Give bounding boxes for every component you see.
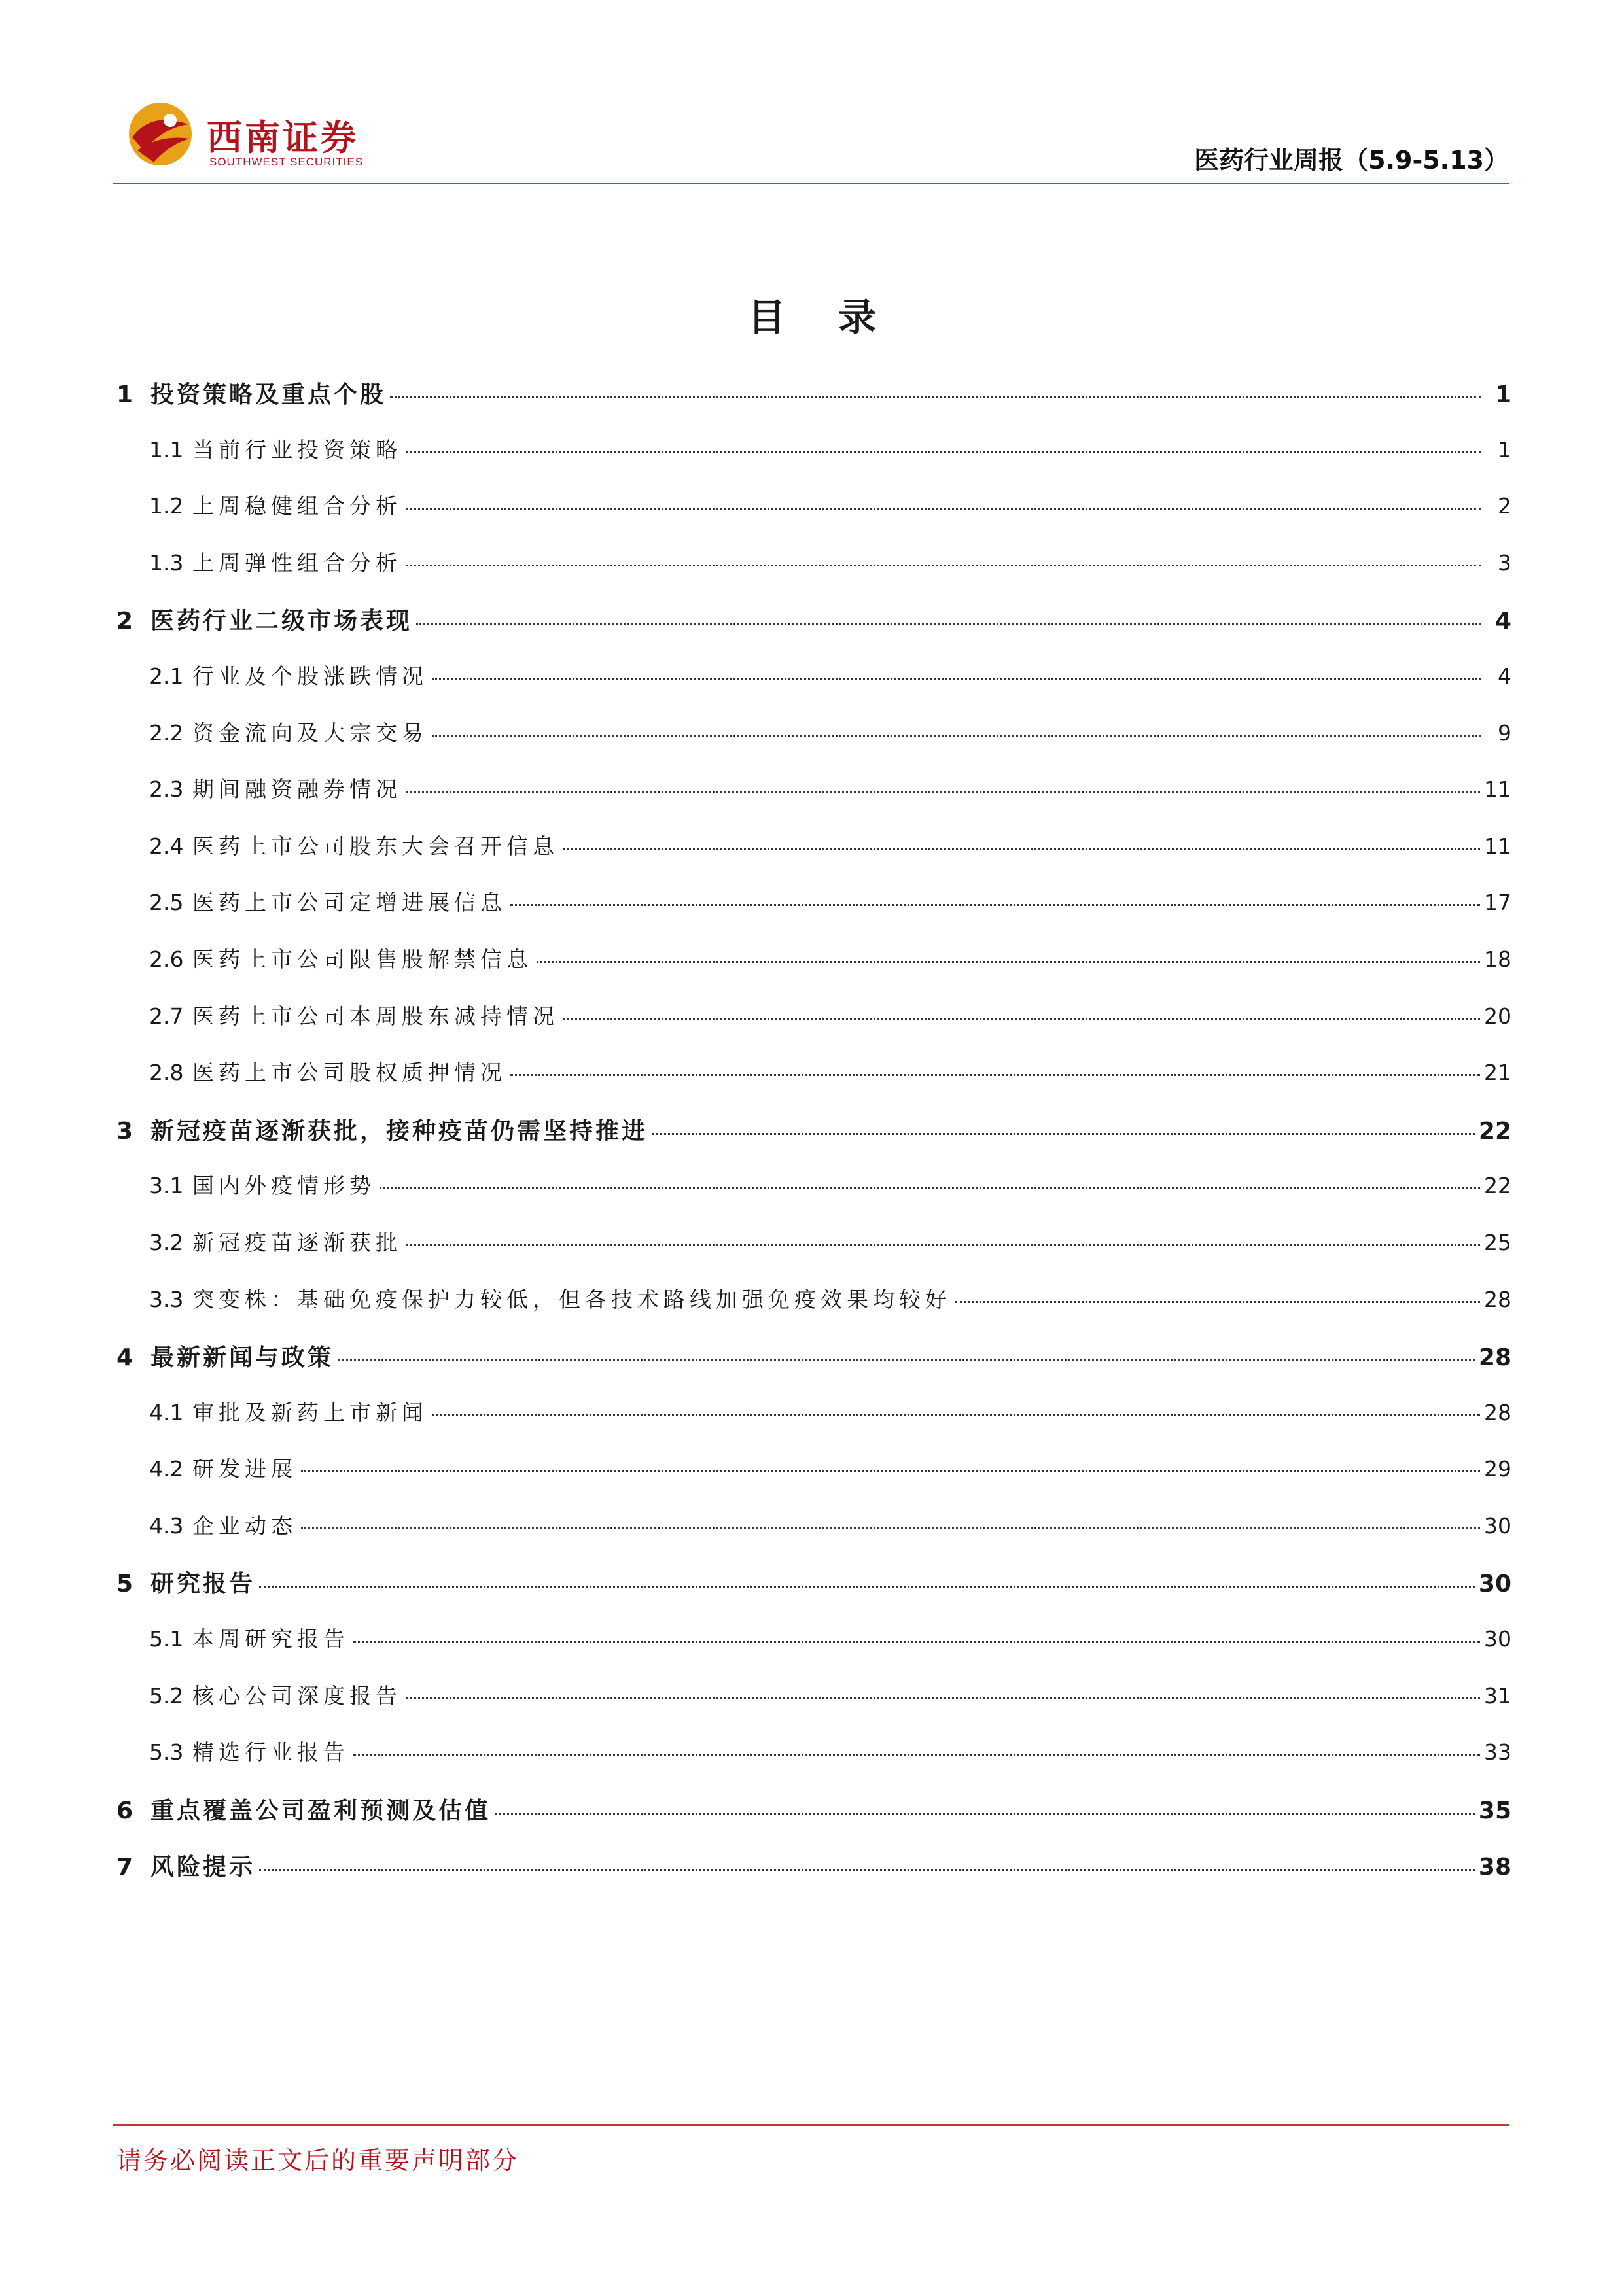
toc-entry-label: 研发进展 bbox=[192, 1456, 297, 1482]
toc-dot-leader bbox=[537, 961, 1480, 963]
report-title: 医药行业周报（5.9-5.13） bbox=[1194, 146, 1509, 175]
toc-entry-subsection[interactable] bbox=[116, 1283, 1511, 1340]
toc-entry-number: 2.1 bbox=[149, 663, 184, 689]
toc-entry-label: 核心公司深度报告 bbox=[192, 1682, 402, 1709]
toc-entry-page-number: 28 bbox=[1478, 1344, 1511, 1372]
toc-entry-label: 新冠疫苗逐渐获批 bbox=[192, 1229, 402, 1255]
toc-entry-page-number: 18 bbox=[1484, 946, 1511, 972]
toc-entry-number: 2.7 bbox=[149, 1003, 184, 1029]
toc-entry-subsection[interactable] bbox=[116, 773, 1511, 829]
toc-entry-label: 行业及个股涨跌情况 bbox=[192, 663, 428, 689]
toc-entry-label: 研究报告 bbox=[150, 1571, 256, 1598]
toc-entry-label: 上周稳健组合分析 bbox=[192, 493, 402, 519]
toc-entry-label: 企业动态 bbox=[192, 1512, 297, 1539]
toc-entry-label: 上周弹性组合分析 bbox=[192, 549, 402, 576]
page-header bbox=[113, 92, 1509, 183]
toc-entry-subsection[interactable] bbox=[116, 1679, 1511, 1736]
toc-entry-label: 精选行业报告 bbox=[192, 1739, 349, 1765]
toc-dot-leader bbox=[380, 1187, 1480, 1189]
toc-entry-subsection[interactable] bbox=[116, 659, 1511, 716]
toc-entry-page-number: 2 bbox=[1498, 493, 1511, 519]
toc-entry-subsection[interactable] bbox=[116, 1452, 1511, 1509]
toc-dot-leader bbox=[432, 735, 1481, 737]
toc-dot-leader bbox=[259, 1869, 1475, 1871]
toc-entry-section[interactable] bbox=[116, 602, 1511, 659]
toc-entry-page-number: 30 bbox=[1484, 1512, 1511, 1539]
toc-dot-leader bbox=[259, 1586, 1475, 1588]
toc-entry-label: 本周研究报告 bbox=[192, 1626, 349, 1652]
toc-dot-leader bbox=[301, 1527, 1480, 1529]
toc-entry-page-number: 11 bbox=[1484, 833, 1511, 859]
toc-entry-label: 医药上市公司本周股东减持情况 bbox=[192, 1003, 559, 1029]
toc-entry-page-number: 25 bbox=[1484, 1229, 1511, 1255]
toc-entry-page-number: 31 bbox=[1484, 1682, 1511, 1709]
toc-entry-number: 5.1 bbox=[149, 1626, 184, 1652]
toc-dot-leader bbox=[652, 1133, 1475, 1135]
toc-entry-page-number: 38 bbox=[1478, 1854, 1511, 1881]
company-logo bbox=[124, 98, 364, 170]
toc-dot-leader bbox=[510, 904, 1480, 906]
footer-divider bbox=[113, 2124, 1509, 2126]
toc-entry-label: 投资策略及重点个股 bbox=[150, 381, 387, 408]
toc-entry-label: 新冠疫苗逐渐获批，接种疫苗仍需坚持推进 bbox=[150, 1117, 648, 1145]
toc-entry-number: 1.2 bbox=[149, 493, 184, 519]
toc-entry-page-number: 30 bbox=[1478, 1571, 1511, 1598]
toc-dot-leader bbox=[301, 1470, 1480, 1472]
toc-dot-leader bbox=[432, 678, 1481, 680]
toc-entry-number: 3.2 bbox=[149, 1229, 184, 1255]
toc-dot-leader bbox=[510, 1074, 1480, 1076]
toc-entry-number: 3.1 bbox=[149, 1173, 184, 1199]
toc-entry-section[interactable] bbox=[116, 1849, 1511, 1905]
toc-entry-label: 国内外疫情形势 bbox=[192, 1173, 376, 1199]
toc-entry-page-number: 3 bbox=[1498, 549, 1511, 576]
toc-entry-subsection[interactable] bbox=[116, 1169, 1511, 1226]
toc-entry-number: 6 bbox=[116, 1797, 133, 1824]
toc-entry-subsection[interactable] bbox=[116, 886, 1511, 943]
toc-entry-label: 期间融资融券情况 bbox=[192, 776, 402, 803]
toc-entry-subsection[interactable] bbox=[116, 1735, 1511, 1792]
table-of-contents bbox=[116, 376, 1511, 1905]
toc-entry-subsection[interactable] bbox=[116, 1000, 1511, 1056]
toc-entry-page-number: 22 bbox=[1484, 1173, 1511, 1199]
toc-dot-leader bbox=[563, 848, 1480, 850]
toc-entry-number: 4.1 bbox=[149, 1399, 184, 1425]
toc-entry-number: 1.1 bbox=[149, 436, 184, 462]
toc-entry-section[interactable] bbox=[116, 376, 1511, 433]
toc-entry-label: 突变株：基础免疫保护力较低，但各技术路线加强免疫效果均较好 bbox=[192, 1286, 951, 1312]
toc-entry-number: 1 bbox=[116, 381, 133, 408]
toc-entry-label: 资金流向及大宗交易 bbox=[192, 720, 428, 746]
toc-entry-label: 当前行业投资策略 bbox=[192, 436, 402, 462]
toc-entry-subsection[interactable] bbox=[116, 1622, 1511, 1679]
toc-dot-leader bbox=[406, 1697, 1480, 1699]
logo-emblem-icon bbox=[124, 98, 203, 170]
toc-entry-page-number: 17 bbox=[1484, 890, 1511, 916]
footer-disclaimer: 请务必阅读正文后的重要声明部分 bbox=[116, 2146, 520, 2175]
toc-entry-section[interactable] bbox=[116, 1339, 1511, 1396]
toc-entry-label: 医药上市公司限售股解禁信息 bbox=[192, 946, 533, 972]
toc-entry-number: 1.3 bbox=[149, 549, 184, 576]
toc-entry-number: 2 bbox=[116, 608, 133, 635]
toc-dot-leader bbox=[390, 396, 1481, 398]
toc-dot-leader bbox=[353, 1641, 1480, 1643]
toc-dot-leader bbox=[338, 1359, 1475, 1361]
toc-dot-leader bbox=[955, 1301, 1480, 1303]
toc-entry-subsection[interactable] bbox=[116, 1509, 1511, 1566]
toc-entry-page-number: 30 bbox=[1484, 1626, 1511, 1652]
toc-entry-page-number: 20 bbox=[1484, 1003, 1511, 1029]
logo-text-cn: 西南证券 bbox=[207, 116, 359, 158]
toc-entry-label: 风险提示 bbox=[150, 1854, 256, 1881]
toc-entry-number: 2.3 bbox=[149, 776, 184, 803]
toc-entry-subsection[interactable] bbox=[116, 433, 1511, 490]
toc-entry-number: 2.4 bbox=[149, 833, 184, 859]
toc-entry-page-number: 28 bbox=[1484, 1399, 1511, 1425]
logo-text-en: SOUTHWEST SECURITIES bbox=[209, 156, 364, 168]
toc-entry-page-number: 9 bbox=[1498, 720, 1511, 746]
toc-entry-subsection[interactable] bbox=[116, 489, 1511, 546]
toc-entry-page-number: 4 bbox=[1494, 608, 1511, 635]
toc-entry-label: 重点覆盖公司盈利预测及估值 bbox=[150, 1797, 491, 1824]
toc-entry-number: 7 bbox=[116, 1854, 133, 1881]
toc-entry-number: 2.6 bbox=[149, 946, 184, 972]
toc-dot-leader bbox=[353, 1754, 1480, 1756]
toc-entry-page-number: 11 bbox=[1484, 776, 1511, 803]
toc-dot-leader bbox=[416, 623, 1481, 625]
toc-entry-label: 医药上市公司股权质押情况 bbox=[192, 1060, 506, 1086]
toc-dot-leader bbox=[406, 1244, 1480, 1246]
toc-entry-page-number: 22 bbox=[1478, 1117, 1511, 1145]
toc-entry-label: 医药行业二级市场表现 bbox=[150, 608, 413, 635]
toc-entry-label: 最新新闻与政策 bbox=[150, 1344, 334, 1372]
toc-heading: 目 录 bbox=[747, 295, 896, 339]
toc-entry-section[interactable] bbox=[116, 1565, 1511, 1622]
toc-entry-subsection[interactable] bbox=[116, 546, 1511, 603]
toc-entry-number: 4.2 bbox=[149, 1456, 184, 1482]
toc-dot-leader bbox=[432, 1414, 1480, 1416]
toc-entry-number: 2.2 bbox=[149, 720, 184, 746]
toc-entry-number: 5 bbox=[116, 1571, 133, 1598]
toc-entry-page-number: 1 bbox=[1494, 381, 1511, 408]
toc-entry-page-number: 1 bbox=[1498, 436, 1511, 462]
toc-entry-section[interactable] bbox=[116, 1792, 1511, 1849]
toc-entry-label: 医药上市公司股东大会召开信息 bbox=[192, 833, 559, 859]
toc-entry-label: 医药上市公司定增进展信息 bbox=[192, 890, 506, 916]
toc-entry-number: 2.8 bbox=[149, 1060, 184, 1086]
toc-entry-number: 5.2 bbox=[149, 1682, 184, 1709]
toc-dot-leader bbox=[406, 565, 1481, 566]
toc-entry-number: 3.3 bbox=[149, 1286, 184, 1312]
toc-entry-page-number: 29 bbox=[1484, 1456, 1511, 1482]
toc-entry-subsection[interactable] bbox=[116, 1226, 1511, 1283]
toc-entry-number: 5.3 bbox=[149, 1739, 184, 1765]
toc-dot-leader bbox=[495, 1813, 1475, 1815]
header-divider bbox=[113, 183, 1509, 184]
toc-entry-number: 3 bbox=[116, 1117, 133, 1145]
toc-entry-number: 4 bbox=[116, 1344, 133, 1372]
toc-entry-page-number: 28 bbox=[1484, 1286, 1511, 1312]
toc-dot-leader bbox=[563, 1018, 1480, 1020]
toc-entry-page-number: 4 bbox=[1498, 663, 1511, 689]
toc-entry-number: 4.3 bbox=[149, 1512, 184, 1539]
toc-dot-leader bbox=[406, 451, 1481, 453]
toc-entry-section[interactable] bbox=[116, 1113, 1511, 1170]
toc-entry-label: 审批及新药上市新闻 bbox=[192, 1399, 428, 1425]
toc-entry-page-number: 21 bbox=[1484, 1060, 1511, 1086]
toc-entry-page-number: 35 bbox=[1478, 1797, 1511, 1824]
toc-entry-subsection[interactable] bbox=[116, 1396, 1511, 1453]
toc-entry-subsection[interactable] bbox=[116, 943, 1511, 1000]
toc-entry-subsection[interactable] bbox=[116, 716, 1511, 773]
toc-entry-subsection[interactable] bbox=[116, 1056, 1511, 1113]
toc-entry-number: 2.5 bbox=[149, 890, 184, 916]
toc-entry-subsection[interactable] bbox=[116, 829, 1511, 886]
toc-dot-leader bbox=[406, 791, 1480, 793]
toc-dot-leader bbox=[406, 508, 1481, 510]
toc-entry-page-number: 33 bbox=[1484, 1739, 1511, 1765]
